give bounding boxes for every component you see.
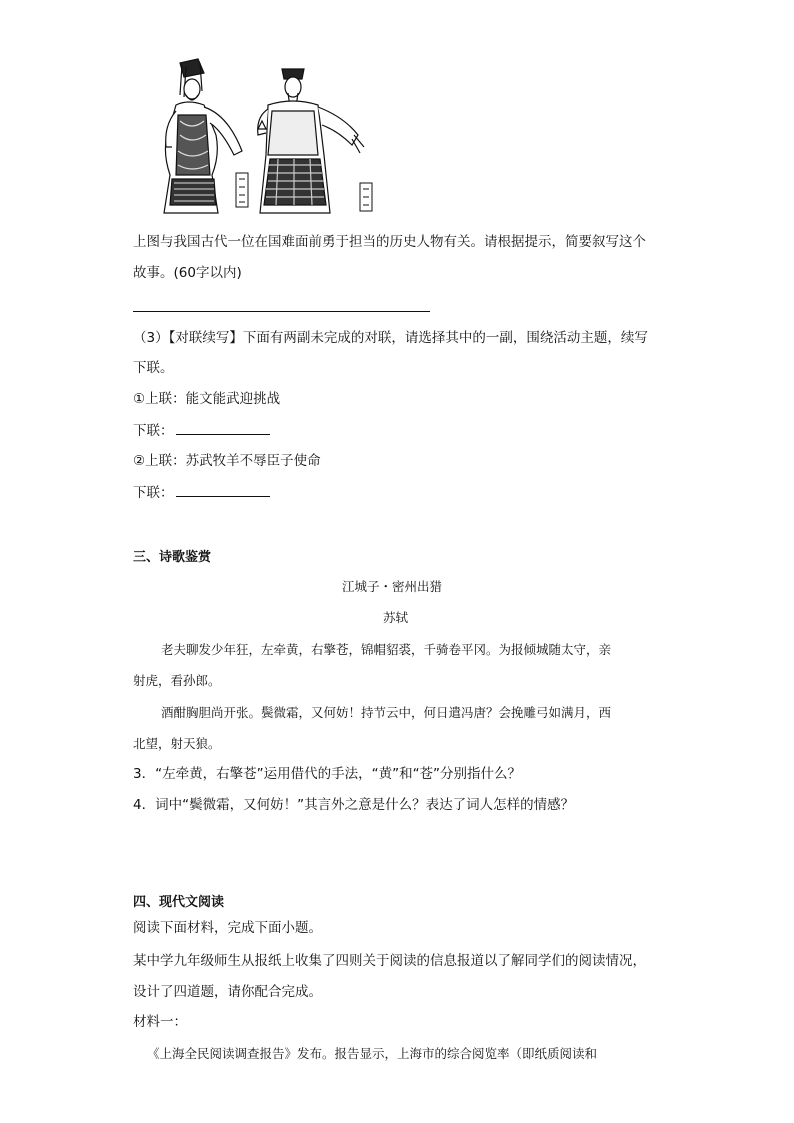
right-seal [360, 183, 372, 211]
question-3: 3．“左牵黄，右擎苍”运用借代的手法，“黄”和“苍”分别指什么？ [133, 766, 522, 782]
poem-stanza2-line1: 酒酣胸胆尚开张。鬓微霜，又何妨！持节云中，何日遣冯唐？会挽雕弓如满月，西 [161, 705, 612, 720]
couplet1-blank[interactable] [176, 420, 270, 435]
section4-heading: 四、现代文阅读 [133, 895, 225, 910]
historical-figures-illustration [158, 55, 380, 217]
section4-intro: 阅读下面材料，完成下面小题。 [133, 920, 322, 936]
question3-line2: 下联。 [133, 360, 174, 376]
section3-heading: 三、诗歌鉴赏 [133, 550, 212, 565]
poem-stanza1-line1: 老夫聊发少年狂，左牵黄，右擎苍，锦帽貂裘，千骑卷平冈。为报倾城随太守，亲 [161, 642, 612, 657]
section4-para-line1: 某中学九年级师生从报纸上收集了四则关于阅读的信息报道以了解同学们的阅读情况， [133, 953, 646, 969]
couplet2-upper: ②上联：苏武牧羊不辱臣子使命 [133, 453, 321, 469]
material-label: 材料一： [133, 1014, 187, 1030]
poem-stanza1-line2: 射虎，看孙郎。 [133, 673, 221, 688]
couplet1-upper: ①上联：能文能武迎挑战 [133, 391, 281, 407]
left-figure [164, 59, 242, 213]
poem-author: 苏轼 [383, 610, 409, 625]
material-text-line1: 《上海全民阅读调查报告》发布。报告显示，上海市的综合阅览率（即纸质阅读和 [147, 1046, 598, 1061]
couplet1-lower-label: 下联： [133, 423, 174, 439]
couplet2-lower-label: 下联： [133, 485, 174, 501]
couplet1-lower [133, 420, 270, 441]
left-seal [236, 173, 248, 207]
section4-para-line2: 设计了四道题，请你配合完成。 [133, 984, 322, 1000]
question3-line1: （3）【对联续写】下面有两副未完成的对联，请选择其中的一副，围绕活动主题，续写 [133, 330, 648, 346]
couplet2-lower [133, 482, 270, 503]
question2-line1: 上图与我国古代一位在国难面前勇于担当的历史人物有关。请根据提示，简要叙写这个 [133, 234, 646, 250]
poem-title: 江城子・密州出猎 [342, 579, 443, 594]
couplet2-blank[interactable] [176, 482, 270, 497]
question2-line2: 故事。(60字以内) [133, 265, 242, 281]
poem-stanza2-line2: 北望，射天狼。 [133, 736, 221, 751]
question-4: 4．词中“鬓微霜，又何妨！”其言外之意是什么？表达了词人怎样的情感？ [133, 797, 575, 813]
right-figure [258, 69, 364, 213]
answer-line[interactable] [133, 311, 430, 312]
